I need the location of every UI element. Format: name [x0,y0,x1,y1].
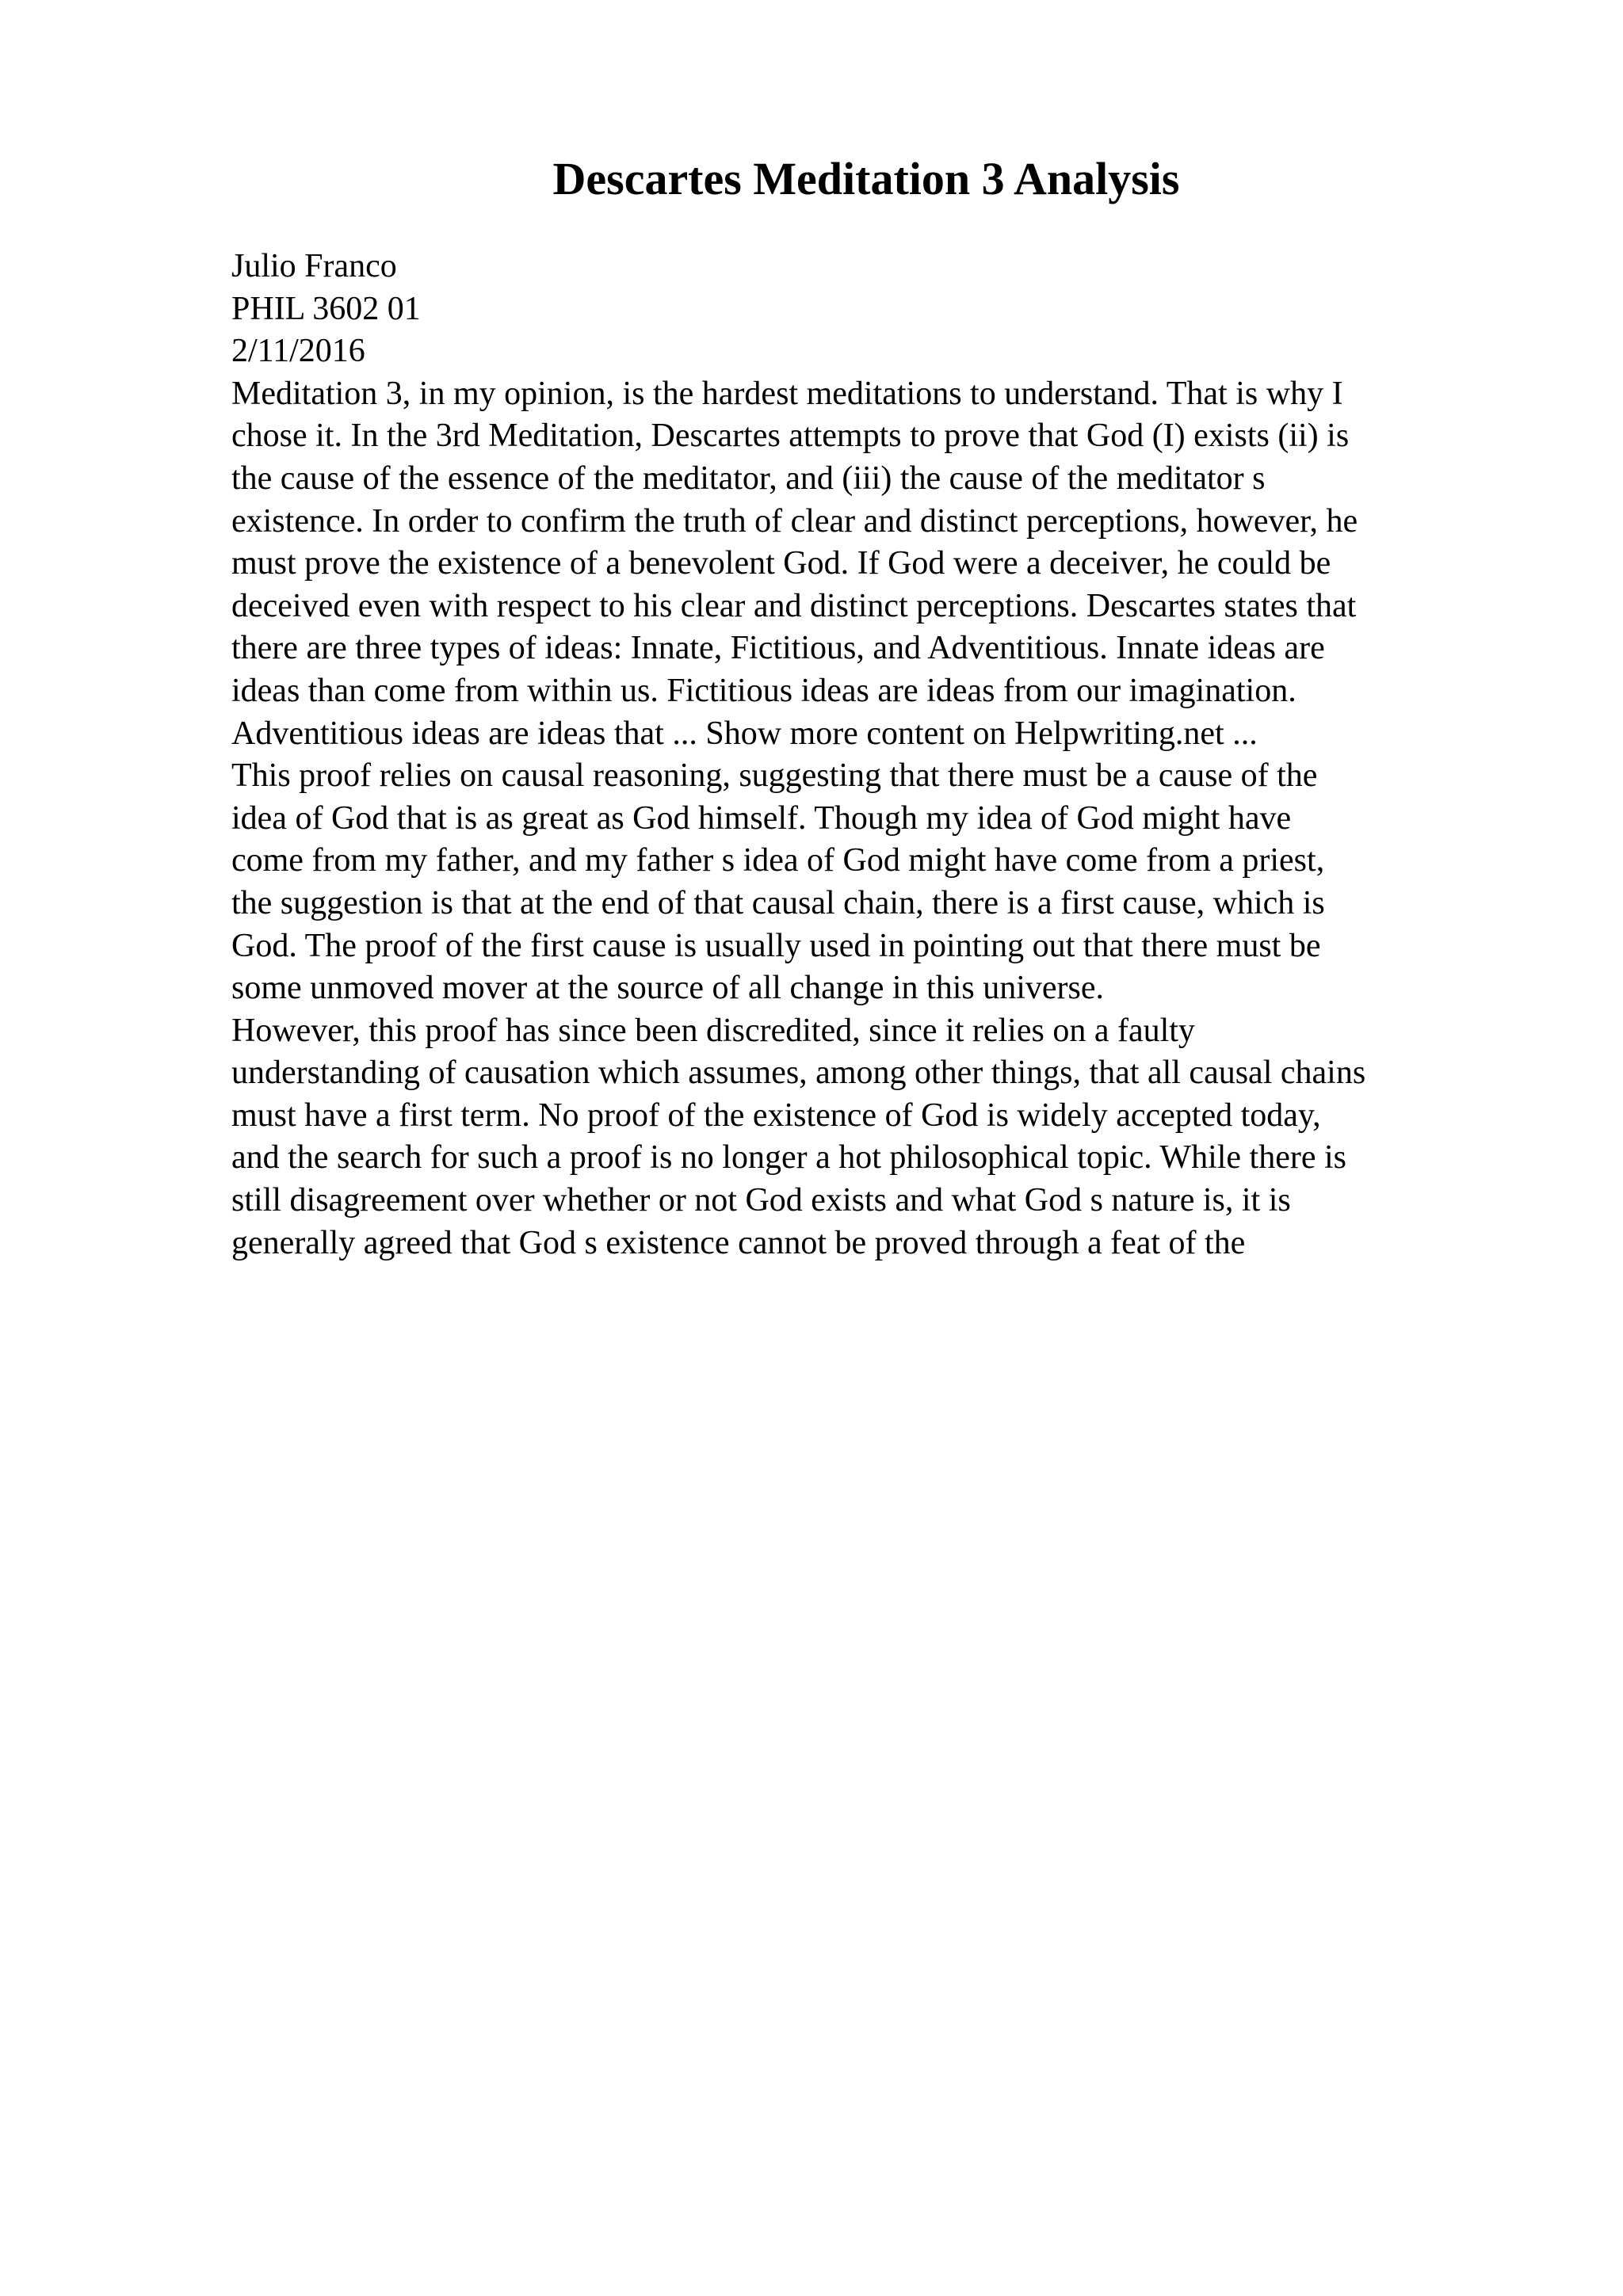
body-line: chose it. In the 3rd Meditation, Descartes attempts to prove that God (I) exists (ii) is [231,418,1350,455]
body-line: generally agreed that God s existence cannot be proved through a feat of the [231,1224,1246,1261]
body-line: Meditation 3, in my opinion, is the hardest meditations to understand. That is why I [231,375,1343,412]
body-line: must prove the existence of a benevolent God. If God were a deceiver, he could be [231,545,1331,582]
document-date: 2/11/2016 [231,333,365,370]
body-line: deceived even with respect to his clear and distinct perceptions. Descartes states that [231,587,1357,624]
body-line: This proof relies on causal reasoning, suggesting that there must be a cause of the [231,757,1318,795]
body-line: Adventitious ideas are ideas that ... Show more content on Helpwriting.net ... [231,715,1258,752]
body-line: understanding of causation which assumes, among other things, that all causal chains [231,1055,1366,1092]
body-line: God. The proof of the first cause is usually used in pointing out that there must be [231,927,1321,964]
body-line: still disagreement over whether or not God exists and what God s nature is, it is [231,1182,1291,1219]
body-line: ideas than come from within us. Fictitious ideas are ideas from our imagination. [231,672,1296,709]
body-line: the cause of the essence of the meditator, and (iii) the cause of the meditator s [231,460,1266,497]
document-title: Descartes Meditation 3 Analysis [552,153,1180,204]
body-line: come from my father, and my father s idea of God might have come from a priest, [231,842,1325,879]
body-line: idea of God that is as great as God himself. Though my idea of God might have [231,799,1292,837]
course-code: PHIL 3602 01 [231,290,421,327]
author-name: Julio Franco [231,248,397,284]
body-line: and the search for such a proof is no longer a hot philosophical topic. While there is [231,1139,1346,1177]
document-body [231,246,1515,1264]
body-line: However, this proof has since been discredited, since it relies on a faulty [231,1012,1195,1049]
body-line: there are three types of ideas: Innate, Fictitious, and Adventitious. Innate ideas are [231,630,1325,667]
body-line: existence. In order to confirm the truth of clear and distinct perceptions, however, he [231,502,1358,540]
body-line: some unmoved mover at the source of all change in this universe. [231,970,1105,1007]
body-line: the suggestion is that at the end of that causal chain, there is a first cause, which is [231,884,1325,921]
body-line: must have a first term. No proof of the existence of God is widely accepted today, [231,1097,1321,1134]
